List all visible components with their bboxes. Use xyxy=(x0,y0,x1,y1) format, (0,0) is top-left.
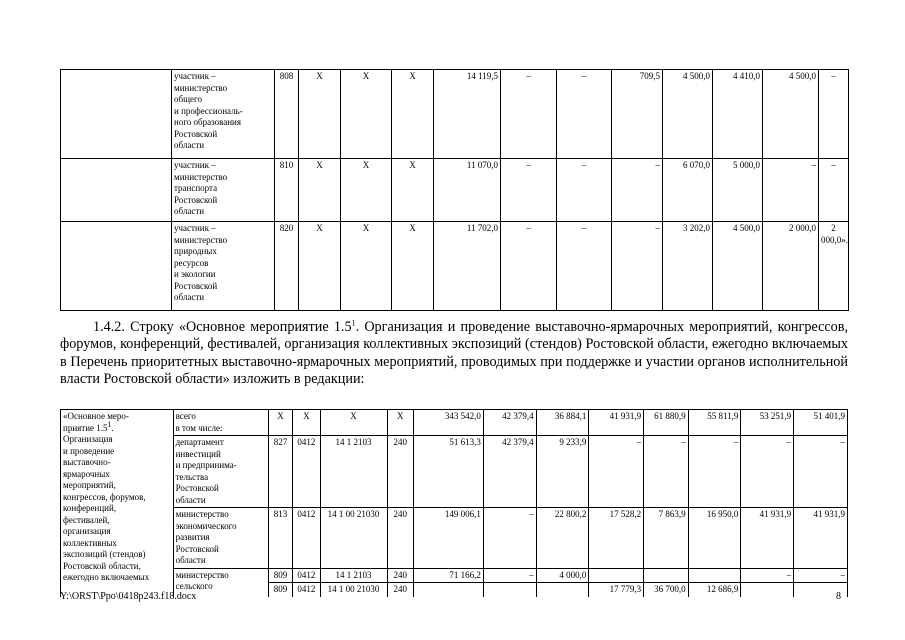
value-cell: 0412 xyxy=(293,583,320,597)
value-cell: 5 000,0 xyxy=(713,159,763,222)
value-cell: 41 931,9 xyxy=(589,410,644,436)
value-cell: 9 233,9 xyxy=(536,436,589,508)
value-cell: 41 931,9 xyxy=(741,508,794,569)
table-participants-continued xyxy=(60,69,849,311)
executor-cell: всего в том числе: xyxy=(173,410,268,436)
value-cell: Х xyxy=(341,159,392,222)
value-cell xyxy=(589,568,644,583)
table-row xyxy=(61,508,848,569)
paragraph-text-start: 1.4.2. Строку «Основное мероприятие 1.5 xyxy=(93,319,352,335)
value-cell: 240 xyxy=(387,508,413,569)
participant-cell: участник – министерство природных ресурсов и экологии Ростовской области xyxy=(172,222,275,311)
value-cell: – xyxy=(589,436,644,508)
value-cell: 2 000,0». xyxy=(819,222,849,311)
table-row xyxy=(61,410,848,436)
value-cell: Х xyxy=(341,222,392,311)
value-cell: – xyxy=(557,222,612,311)
value-cell: Х xyxy=(392,222,434,311)
value-cell: 42 379,4 xyxy=(483,410,536,436)
value-cell: – xyxy=(794,436,848,508)
value-cell: 55 811,9 xyxy=(688,410,741,436)
value-cell: 36 884,1 xyxy=(536,410,589,436)
value-cell: – xyxy=(819,159,849,222)
value-cell xyxy=(644,568,689,583)
value-cell: 17 779,3 xyxy=(589,583,644,597)
value-cell: – xyxy=(501,159,557,222)
value-cell: Х xyxy=(392,70,434,159)
value-cell: – xyxy=(501,222,557,311)
value-cell: 4 500,0 xyxy=(763,70,819,159)
value-cell: 343 542,0 xyxy=(413,410,483,436)
table-row xyxy=(61,70,849,159)
paragraph-text-end: . Организация и проведение выставочно-ярмарочных мероприятий, конгрессов, форумов, конференций, фестивалей, организация коллективных экспозиций (стендов) Ростовской области, ежегодно включаемых в Перечень приоритетных выставочно-ярмарочных мероприятий, проводимых при поддержке и участии органов исполнительной власти Ростовской области» изложить в редакции: xyxy=(60,319,848,388)
value-cell: 14 1 2103 xyxy=(320,436,387,508)
participant-cell: участник – министерство транспорта Ростовской области xyxy=(172,159,275,222)
value-cell: 51 401,9 xyxy=(794,410,848,436)
value-cell: 808 xyxy=(275,70,299,159)
value-cell: Х xyxy=(387,410,413,436)
value-cell: – xyxy=(819,70,849,159)
value-cell: – xyxy=(612,159,663,222)
table-row xyxy=(61,568,848,583)
table-measure-1-5 xyxy=(60,409,848,597)
value-cell: – xyxy=(741,568,794,583)
value-cell: 12 686,9 xyxy=(688,583,741,597)
value-cell: – xyxy=(688,436,741,508)
value-cell: – xyxy=(644,436,689,508)
paragraph-sup: 1 xyxy=(351,318,356,328)
value-cell: – xyxy=(557,70,612,159)
value-cell xyxy=(536,583,589,597)
value-cell xyxy=(741,583,794,597)
value-cell: 4 500,0 xyxy=(663,70,713,159)
value-cell: 42 379,4 xyxy=(483,436,536,508)
value-cell: 16 950,0 xyxy=(688,508,741,569)
measure-description: Организация и проведение выставочно- ярмарочных мероприятий, конгрессов, форумов, конференций, фестивалей, организация коллективных экспозиций (стендов) Ростовской области, ежегодно включаемых xyxy=(63,434,150,582)
value-cell: 7 863,9 xyxy=(644,508,689,569)
table-row xyxy=(61,159,849,222)
value-cell xyxy=(413,583,483,597)
value-cell: – xyxy=(741,436,794,508)
measure-cell xyxy=(61,70,172,159)
value-cell: 3 202,0 xyxy=(663,222,713,311)
value-cell: 14 1 2103 xyxy=(320,568,387,583)
value-cell: 14 119,5 xyxy=(434,70,501,159)
measure-sup: 1 xyxy=(107,419,112,429)
value-cell: 2 000,0 xyxy=(763,222,819,311)
measure-name-cell xyxy=(61,410,174,597)
value-cell: 820 xyxy=(275,222,299,311)
value-cell: 14 1 00 21030 xyxy=(320,508,387,569)
value-cell: – xyxy=(612,222,663,311)
measure-title: «Основное меро- приятие 1.5 xyxy=(63,411,129,433)
value-cell: 71 166,2 xyxy=(413,568,483,583)
footer-page-number: 8 xyxy=(836,591,841,602)
value-cell: Х xyxy=(299,70,341,159)
value-cell: 4 500,0 xyxy=(713,222,763,311)
table-row xyxy=(61,436,848,508)
value-cell: 827 xyxy=(268,436,292,508)
value-cell: 709,5 xyxy=(612,70,663,159)
value-cell: 809 xyxy=(268,568,292,583)
value-cell: 6 070,0 xyxy=(663,159,713,222)
footer-file-path: Y:\ORST\Ppo\0418p243.f18.docx xyxy=(60,591,197,602)
value-cell: 813 xyxy=(268,508,292,569)
value-cell: 36 700,0 xyxy=(644,583,689,597)
value-cell: 51 613,3 xyxy=(413,436,483,508)
value-cell: 17 528,2 xyxy=(589,508,644,569)
value-cell: 0412 xyxy=(293,508,320,569)
value-cell: Х xyxy=(268,410,292,436)
value-cell: 14 1 00 21030 xyxy=(320,583,387,597)
value-cell: – xyxy=(483,568,536,583)
value-cell xyxy=(688,568,741,583)
value-cell: – xyxy=(483,508,536,569)
table-row xyxy=(61,222,849,311)
value-cell: Х xyxy=(341,70,392,159)
value-cell: 53 251,9 xyxy=(741,410,794,436)
executor-cell: департамент инвестиций и предпринима- тельства Ростовской области xyxy=(173,436,268,508)
value-cell: 240 xyxy=(387,436,413,508)
value-cell: Х xyxy=(392,159,434,222)
value-cell: 809 xyxy=(268,583,292,597)
value-cell: – xyxy=(794,568,848,583)
value-cell: Х xyxy=(299,222,341,311)
value-cell: 11 702,0 xyxy=(434,222,501,311)
value-cell: 4 410,0 xyxy=(713,70,763,159)
value-cell: 240 xyxy=(387,568,413,583)
amendment-paragraph xyxy=(60,319,848,389)
executor-cell: министерство экономического развития Ростовской области xyxy=(173,508,268,569)
value-cell: 61 880,9 xyxy=(644,410,689,436)
value-cell: Х xyxy=(299,159,341,222)
measure-dot: . xyxy=(111,422,114,433)
value-cell xyxy=(483,583,536,597)
value-cell: 0412 xyxy=(293,568,320,583)
value-cell: 4 000,0 xyxy=(536,568,589,583)
value-cell: 810 xyxy=(275,159,299,222)
value-cell: 22 800,2 xyxy=(536,508,589,569)
value-cell: 240 xyxy=(387,583,413,597)
value-cell: – xyxy=(501,70,557,159)
value-cell: Х xyxy=(293,410,320,436)
value-cell: – xyxy=(557,159,612,222)
measure-cell xyxy=(61,159,172,222)
executor-cell: министерство сельского xyxy=(173,568,268,597)
measure-cell xyxy=(61,222,172,311)
value-cell: Х xyxy=(320,410,387,436)
participant-cell: участник – министерство общего и профессиональ- ного образования Ростовской области xyxy=(172,70,275,159)
value-cell: 41 931,9 xyxy=(794,508,848,569)
value-cell: 149 006,1 xyxy=(413,508,483,569)
value-cell: 11 070,0 xyxy=(434,159,501,222)
value-cell: 0412 xyxy=(293,436,320,508)
value-cell: – xyxy=(763,159,819,222)
